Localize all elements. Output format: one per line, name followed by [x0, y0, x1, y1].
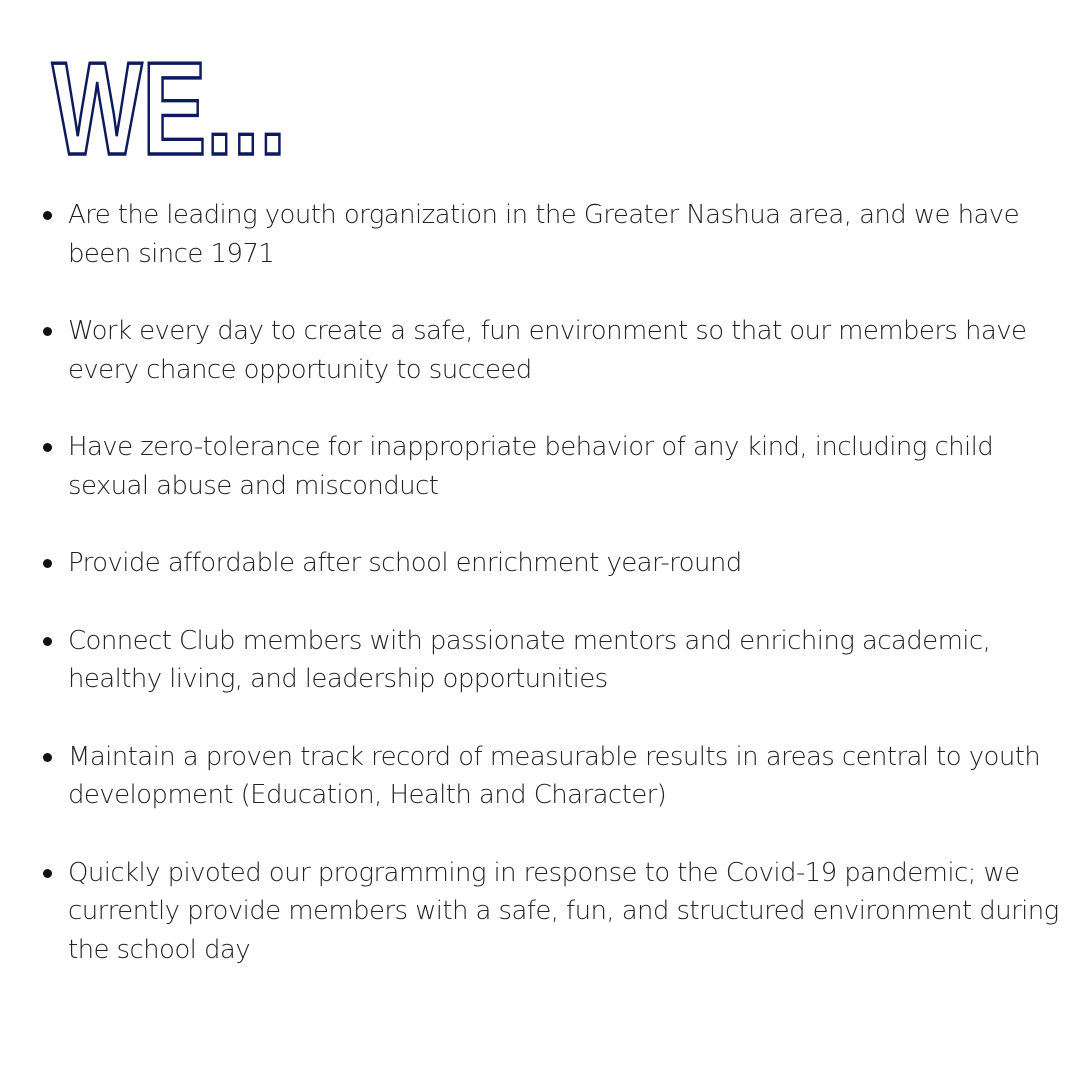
page-title: [42, 30, 302, 182]
bullet-text: Maintain a proven track record of measurable results in areas central to youth development (Education, Health and Character): [68, 741, 1041, 810]
list-item: [40, 854, 1060, 970]
bullet-text: Work every day to create a safe, fun environment so that our members have every chance opportunity to succeed: [68, 316, 1027, 385]
list-item: [40, 428, 1060, 505]
bullet-text: Connect Club members with passionate mentors and enriching academic, healthy living, and leadership opportunities: [68, 625, 991, 694]
bullet-text: Are the leading youth organization in the Greater Nashua area, and we have been since 1971: [68, 200, 1019, 269]
bullet-text: Quickly pivoted our programming in response to the Covid-19 pandemic; we currently provide members with a safe, fun, and structured environment during the school day: [68, 857, 1059, 965]
list-item: [40, 738, 1060, 815]
bullet-text: Have zero-tolerance for inappropriate behavior of any kind, including child sexual abuse and misconduct: [68, 432, 994, 501]
list-item: [40, 544, 1060, 583]
bullet-list: [40, 196, 1060, 1008]
title-text: WE...: [52, 35, 286, 182]
title-graphic: [42, 30, 302, 182]
bullet-text: Provide affordable after school enrichment year-round: [68, 548, 742, 578]
list-item: [40, 196, 1060, 273]
list-item: [40, 622, 1060, 699]
list-item: [40, 312, 1060, 389]
